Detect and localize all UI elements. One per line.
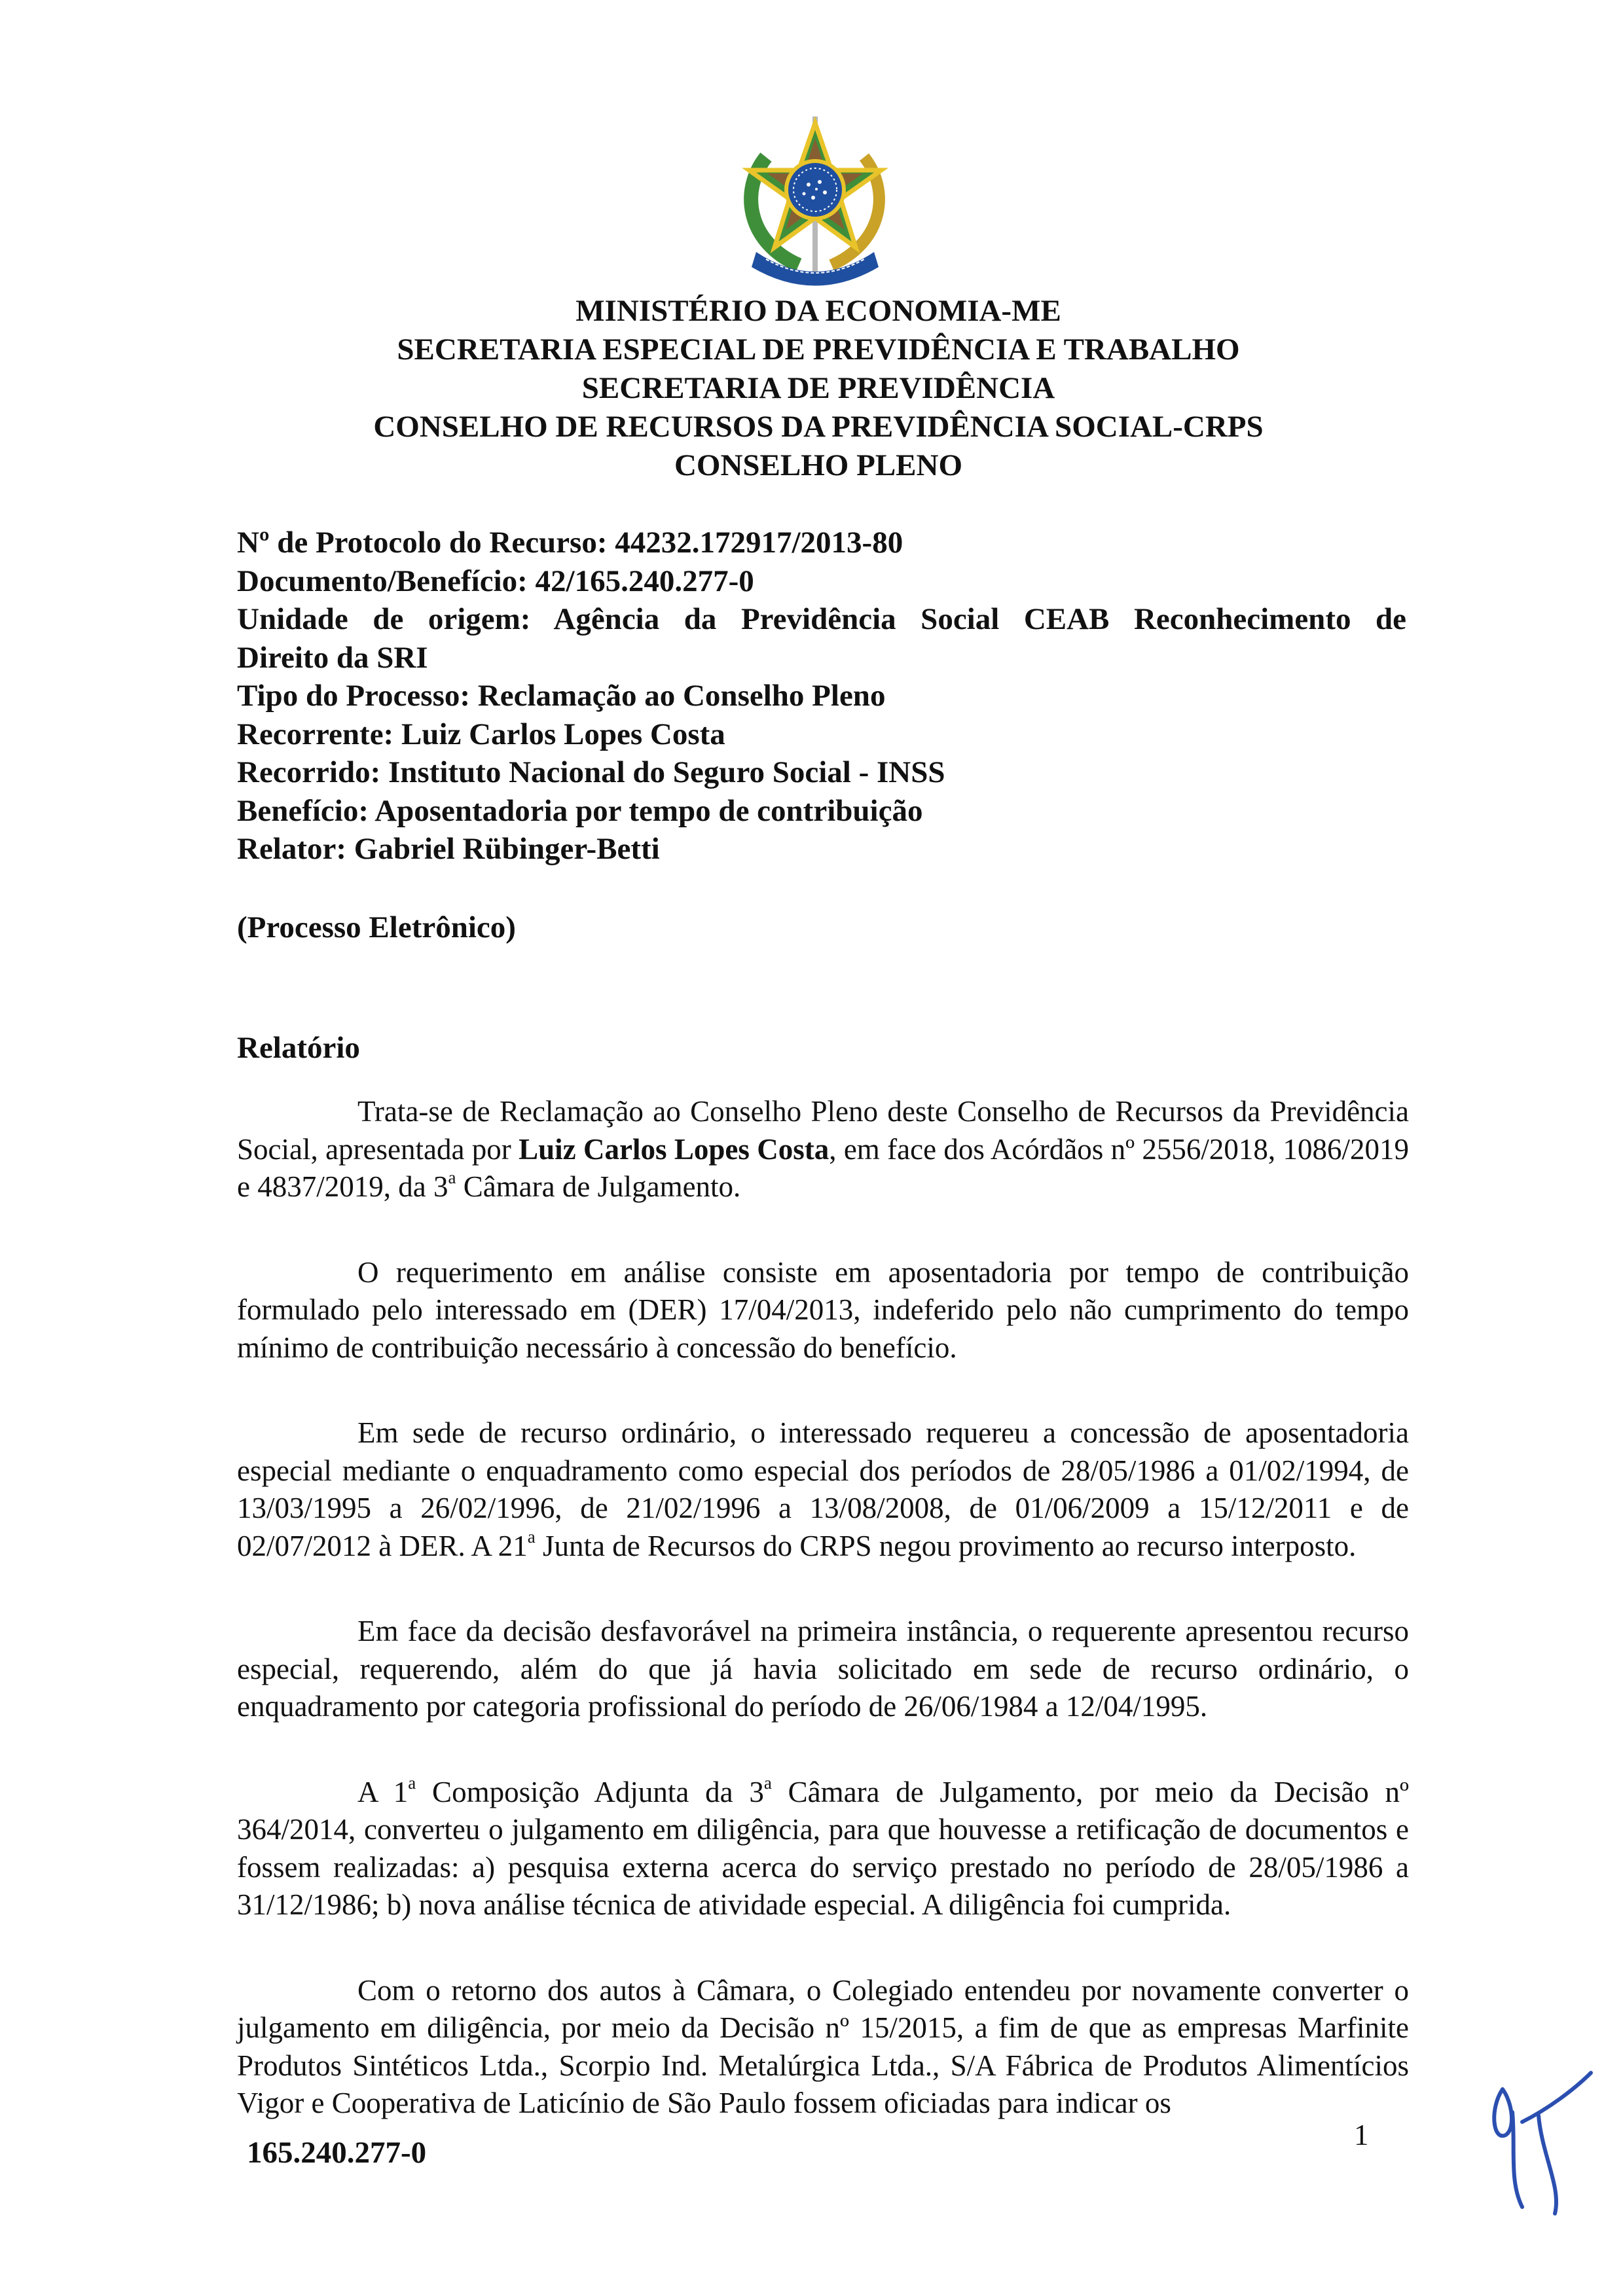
p1-text-a: Trata-se de Reclamação ao Conselho Pleno deste Conselho de Recursos da Previdência Social, apresentada por [237,1095,1409,1166]
paragraph-3 [237,1414,1409,1565]
paragraph-1 [237,1093,1409,1206]
header-ministry: MINISTÉRIO DA ECONOMIA-ME [575,294,1061,328]
meta-origin-unit-cont: Direito da SRI [237,640,428,675]
footer-benefit-id: 165.240.277-0 [247,2136,427,2170]
p5-ordinal-sup-2: a [763,1772,772,1793]
page-number: 1 [1354,2119,1369,2151]
meta-rapporteur: Relator: Gabriel Rübinger-Betti [237,832,660,866]
p5-ordinal-sup-1: a [408,1772,416,1793]
document-header [170,292,1467,485]
paragraph-5 [237,1774,1409,1924]
p3-text-a: Em sede de recurso ordinário, o interessado requereu a concessão de aposentadoria especial mediante o enquadramento como especial dos períodos de 28/05/1986 a 01/02/1994, de 13/03/1995 a 26/02/1996, de 21/02/1996 a 13/08/2008, de 01/06/2009 a 15/12/2011 e de 02/07/2012 à DER. A 21 [237,1416,1409,1562]
header-secretariat: SECRETARIA DE PREVIDÊNCIA [581,371,1055,405]
meta-protocol: Nº de Protocolo do Recurso: 44232.172917/2013-80 [237,526,903,560]
p3-text-b: Junta de Recursos do CRPS negou provimento ao recurso interposto. [535,1529,1357,1562]
paragraph-2: O requerimento em análise consiste em aposentadoria por tempo de contribuição formulado pelo interessado em (DER) 17/04/2013, indeferido pelo não cumprimento do tempo mínimo de contribuição necessário à concessão do benefício. [237,1255,1409,1364]
coat-of-arms-emblem [727,111,903,288]
meta-benefit: Benefício: Aposentadoria por tempo de contribuição [237,793,923,828]
p5-text-b: Composição Adjunta da 3 [416,1775,764,1808]
meta-process-type: Tipo do Processo: Reclamação ao Conselho Pleno [237,679,886,713]
meta-document: Documento/Benefício: 42/165.240.277-0 [237,564,754,598]
meta-origin-unit: Unidade de origem: Agência da Previdência Social CEAB Reconhecimento de [237,602,1406,636]
report-body [237,1093,1409,2123]
p1-claimant-name: Luiz Carlos Lopes Costa [519,1132,830,1166]
p1-text-c: Câmara de Julgamento. [456,1170,741,1203]
p3-ordinal-sup: a [527,1526,536,1547]
meta-appellant: Recorrente: Luiz Carlos Lopes Costa [237,717,725,751]
section-title-relatorio: Relatório [237,1031,360,1065]
case-metadata [237,524,1406,869]
paragraph-6: Com o retorno dos autos à Câmara, o Colegiado entendeu por novamente converter o julgamento em diligência, por meio da Decisão nº 15/2015, a fim de que as empresas Marfinite Produtos Sintéticos Ltda., Scorpio Ind. Metalúrgica Ltda., S/A Fábrica de Produtos Alimentícios Vigor e Cooperativa de Laticínio de São Paulo fossem oficiadas para indicar os [237,1973,1409,2119]
paragraph-4: Em face da decisão desfavorável na primeira instância, o requerente apresentou recurso especial, requerendo, além do que já havia solicitado em sede de recurso ordinário, o enquadramento por categoria profissional do período de 26/06/1984 a 12/04/1995. [237,1615,1409,1723]
handwritten-initials-signature [1476,2050,1607,2220]
electronic-process-note: (Processo Eletrônico) [237,910,516,944]
header-special-secretariat: SECRETARIA ESPECIAL DE PREVIDÊNCIA E TRABALHO [397,332,1240,367]
meta-appellee: Recorrido: Instituto Nacional do Seguro Social - INSS [237,755,945,789]
header-council: CONSELHO DE RECURSOS DA PREVIDÊNCIA SOCIAL-CRPS [373,410,1264,444]
p1-ordinal-sup: a [448,1167,456,1187]
p1-text-b: , em face dos Acórdãos nº 2556/2018, 1086/2019 e 4837/2019, da 3 [237,1132,1409,1203]
p5-text-c: Câmara de Julgamento, por meio da Decisão nº 364/2014, converteu o julgamento em diligência, para que houvesse a retificação de documentos e fossem realizadas: a) pesquisa externa acerca do serviço prestado no período de 28/05/1986 a 31/12/1986; b) nova análise técnica de atividade especial. A diligência foi cumprida. [237,1775,1409,1921]
p5-text-a: A 1 [357,1775,409,1808]
header-plenary: CONSELHO PLENO [674,448,963,482]
